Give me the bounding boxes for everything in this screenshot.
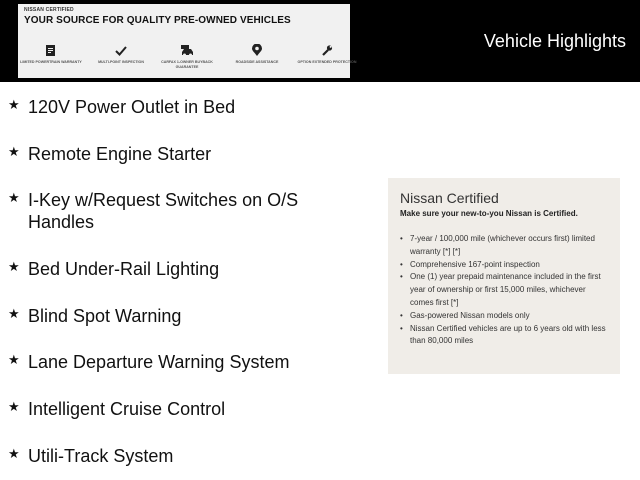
checkmark-icon bbox=[115, 44, 127, 57]
list-item bbox=[8, 96, 368, 118]
certified-bullet: • Comprehensive 167-point inspection bbox=[400, 259, 608, 272]
star-icon: ★ bbox=[8, 399, 20, 414]
star-icon: ★ bbox=[8, 190, 20, 205]
wrench-icon bbox=[321, 44, 333, 57]
certified-bullet: • 7-year / 100,000 mile (whichever occurs first) limited warranty [*] [*] bbox=[400, 233, 608, 259]
certified-title: Nissan Certified bbox=[400, 190, 499, 206]
star-icon: ★ bbox=[8, 259, 20, 274]
list-item bbox=[8, 398, 368, 420]
banner-item-roadside bbox=[224, 44, 290, 65]
banner-item-inspection bbox=[88, 44, 154, 65]
star-icon: ★ bbox=[8, 446, 20, 461]
list-item bbox=[8, 445, 368, 467]
banner-item-caption: ROADSIDE ASSISTANCE bbox=[235, 60, 279, 64]
list-item bbox=[8, 351, 368, 373]
banner-item-caption: OPTION EXTENDED PROTECTION bbox=[297, 60, 357, 64]
list-item bbox=[8, 258, 368, 280]
banner-item-warranty bbox=[18, 44, 84, 65]
page-title: Vehicle Highlights bbox=[483, 31, 626, 51]
document-icon bbox=[45, 44, 57, 57]
certified-bullet: • Nissan Certified vehicles are up to 6 years old with less than 80,000 miles bbox=[400, 323, 608, 349]
feature-label: Remote Engine Starter bbox=[28, 144, 212, 164]
certified-subtitle: Make sure your new-to-you Nissan is Certified. bbox=[400, 209, 578, 218]
feature-label: I-Key w/Request Switches on O/S Handles bbox=[28, 190, 299, 232]
feature-label: 120V Power Outlet in Bed bbox=[28, 97, 236, 117]
certified-bullet: • Gas-powered Nissan models only bbox=[400, 310, 608, 323]
star-icon: ★ bbox=[8, 306, 20, 321]
car-history-icon bbox=[180, 44, 194, 57]
feature-label: Lane Departure Warning System bbox=[28, 352, 290, 372]
list-item bbox=[8, 305, 368, 327]
feature-label: Blind Spot Warning bbox=[28, 306, 182, 326]
star-icon: ★ bbox=[8, 352, 20, 367]
star-icon: ★ bbox=[8, 97, 20, 112]
banner-item-caption: LIMITED POWERTRAIN WARRANTY bbox=[20, 60, 82, 64]
banner-item-caption: CARFAX 1-OWNER BUYBACK GUARANTEE bbox=[161, 60, 213, 69]
list-item bbox=[8, 189, 368, 233]
certified-bullets bbox=[400, 233, 608, 348]
location-pin-icon bbox=[251, 44, 263, 57]
banner-title: YOUR SOURCE FOR QUALITY PRE-OWNED VEHICLES bbox=[24, 15, 291, 26]
feature-label: Utili-Track System bbox=[28, 446, 174, 466]
banner-item-protection bbox=[294, 44, 360, 65]
feature-label: Intelligent Cruise Control bbox=[28, 399, 226, 419]
star-icon: ★ bbox=[8, 144, 20, 159]
certified-banner bbox=[18, 4, 357, 78]
feature-label: Bed Under-Rail Lighting bbox=[28, 259, 220, 279]
banner-item-caption: MULTI-POINT INSPECTION bbox=[98, 60, 144, 64]
certified-bullet: • One (1) year prepaid maintenance included in the first year of ownership or first 15,000 miles, whichever comes first [*] bbox=[400, 271, 608, 309]
banner-eyebrow: NISSAN CERTIFIED bbox=[24, 7, 74, 13]
banner-item-carfax bbox=[154, 44, 220, 69]
list-item bbox=[8, 143, 368, 165]
nissan-certified-panel bbox=[388, 178, 620, 374]
header-bar bbox=[0, 0, 640, 82]
